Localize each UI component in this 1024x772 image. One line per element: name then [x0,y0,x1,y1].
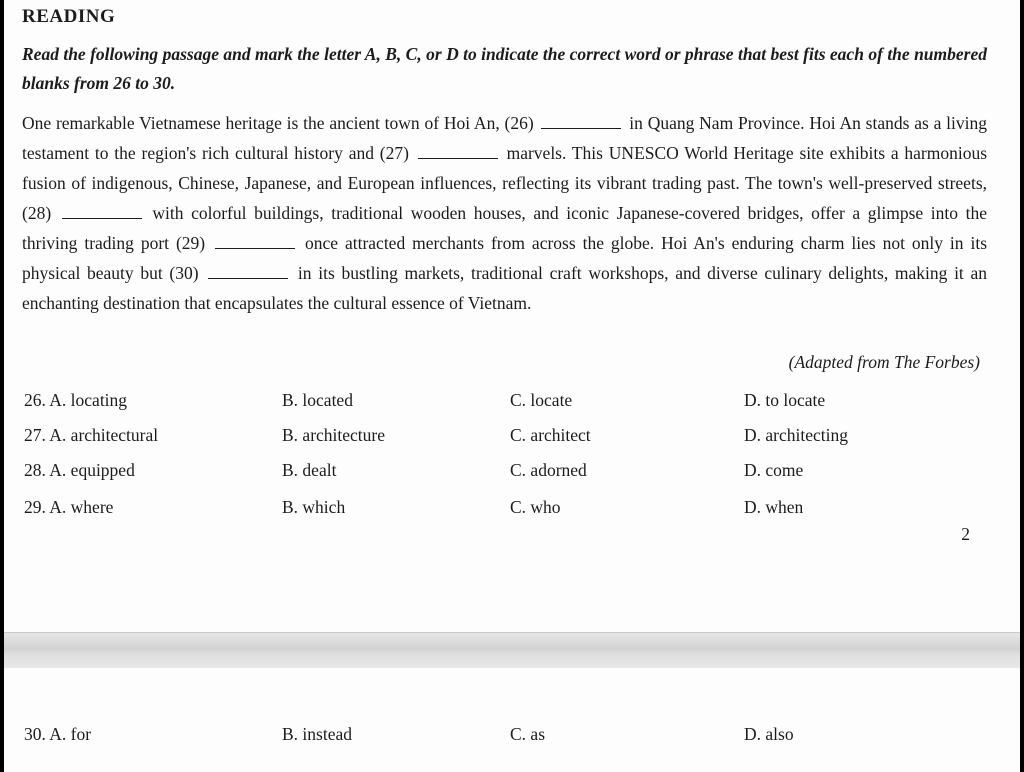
page-2 [4,668,1020,772]
option-b: B. located [282,390,353,410]
option-d: D. also [744,724,794,744]
blank-30 [208,264,288,279]
instructions: Read the following passage and mark the letter A, B, C, or D to indicate the correct word or phrase that best fits each of the numbered blanks from 26 to 30. [22,44,987,93]
blank-29 [215,234,295,249]
option-d: D. to locate [744,390,826,410]
option-a: 30. A. for [24,724,92,744]
option-c: C. who [510,497,561,517]
option-c: C. adorned [510,460,587,480]
section-heading: READING [22,6,116,27]
option-b: B. architecture [282,425,386,445]
option-d: D. architecting [744,425,848,445]
option-b: B. dealt [282,460,337,480]
question-26 [4,390,1020,416]
question-27 [4,425,1020,451]
option-b: B. instead [282,724,352,744]
option-d: D. when [744,497,804,517]
source-citation: (Adapted from The Forbes) [788,352,980,372]
option-d: D. come [744,460,804,480]
option-c: C. locate [510,390,573,410]
page-number: 2 [961,524,970,544]
question-29 [4,497,1020,523]
passage-sentence: with colorful buildings, traditional wooden houses, and iconic Japanese-covered bridges, offer a glimpse into the thriving trading port (29) [22,203,988,253]
option-a: 26. A. locating [24,390,128,410]
passage-sentence: in its bustling markets, traditional craft workshops, and diverse culinary delights, making it an enchanting destination that encapsulates the cultural essence of Vietnam. [22,263,987,313]
question-30 [4,724,1020,750]
passage-sentence: marvels. This UNESCO World Heritage site exhibits a harmonious fusion of indigenous, Chinese, Japanese, and European influences, reflecting its vibrant trading past. The town's well-preserved streets, (28) [22,143,988,223]
option-c: C. architect [510,425,591,445]
blank-26 [541,114,621,129]
blank-27 [418,144,498,159]
page-separator [4,632,1020,669]
option-b: B. which [282,497,346,517]
option-a: 27. A. architectural [24,425,159,445]
passage-sentence: in Quang Nam Province. Hoi An stands as a living testament to the region's rich cultural history and (27) [22,113,987,163]
question-28 [4,460,1020,486]
reading-passage [22,108,987,318]
page-1 [4,0,1020,632]
passage-sentence: once attracted merchants from across the globe. Hoi An's enduring charm lies not only in its physical beauty but (30) [22,233,988,283]
passage-sentence: One remarkable Vietnamese heritage is the ancient town of Hoi An, (26) [22,113,534,133]
option-a: 28. A. equipped [24,460,135,480]
option-a: 29. A. where [24,497,114,517]
option-c: C. as [510,724,545,744]
blank-28 [62,204,142,219]
